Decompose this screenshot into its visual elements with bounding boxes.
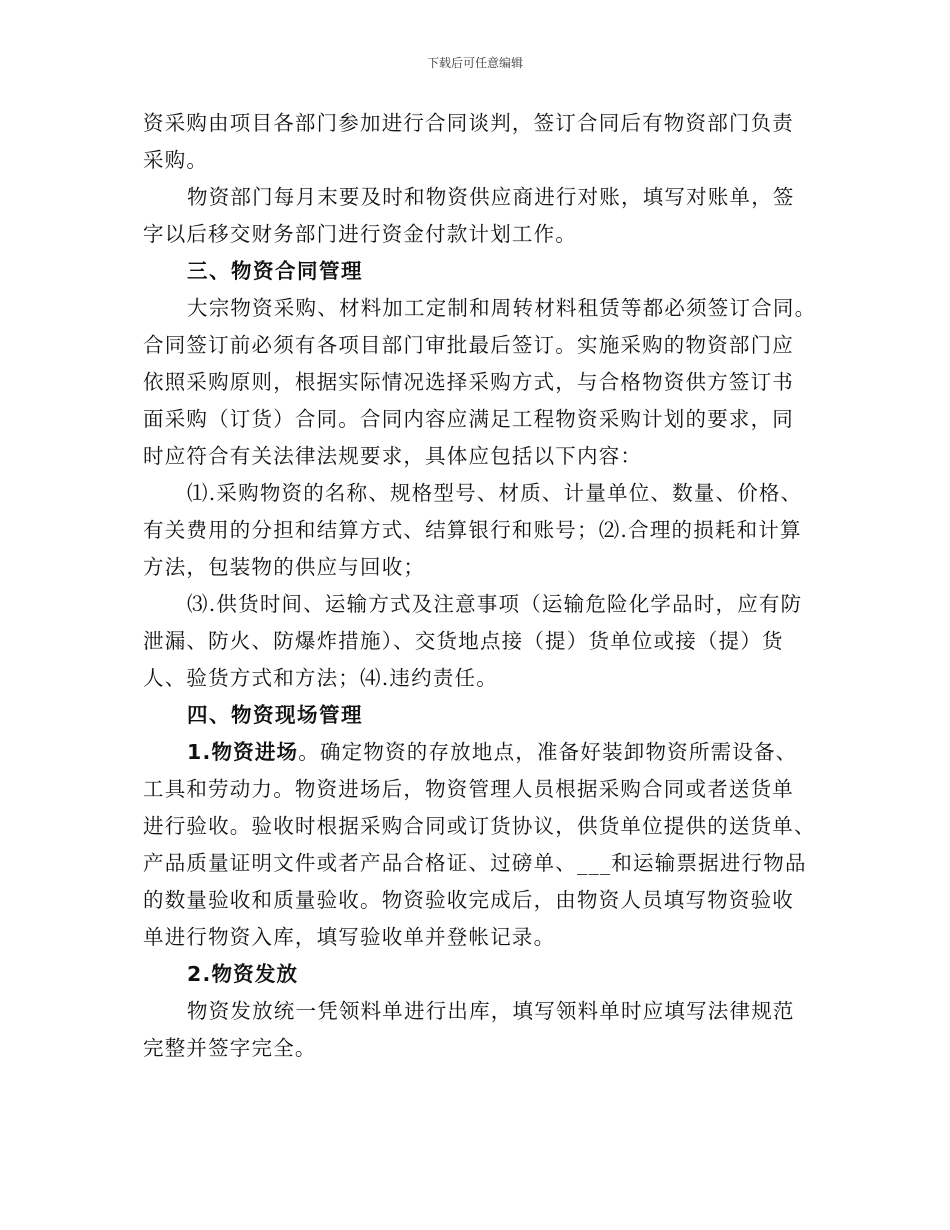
paragraph-line: ⑴.采购物资的名称、规格型号、材质、计量单位、数量、价格、: [187, 481, 803, 505]
paragraph-line: 产品质量证明文件或者产品合格证、过磅单、___和运输票据进行物品: [143, 851, 807, 875]
subheading-inline: 1.物资进场: [187, 740, 299, 764]
paragraph-line: 大宗物资采购、材料加工定制和周转材料租赁等都必须签订合同。: [187, 296, 817, 320]
paragraph-line: 物资部门每月末要及时和物资供应商进行对账，填写对账单，签: [187, 185, 795, 209]
paragraph-line: 人、验货方式和方法；⑷.违约责任。: [143, 666, 498, 690]
paragraph-line: 面采购（订货）合同。合同内容应满足工程物资采购计划的要求，同: [143, 407, 794, 431]
paragraph-line: 采购。: [143, 148, 209, 172]
paragraph-line: 工具和劳动力。物资进场后，物资管理人员根据采购合同或者送货单: [143, 777, 794, 801]
paragraph-line: 依照采购原则，根据实际情况选择采购方式，与合格物资供方签订书: [143, 370, 794, 394]
paragraph-line: 时应符合有关法律法规要求，具体应包括以下内容：: [143, 444, 643, 468]
paragraph-line: 字以后移交财务部门进行资金付款计划工作。: [143, 222, 577, 246]
paragraph-line: 物资发放统一凭领料单进行出库，填写领料单时应填写法律规范: [187, 999, 795, 1023]
paragraph-line: 合同签订前必须有各项目部门审批最后签订。实施采购的物资部门应: [143, 333, 794, 357]
paragraph-line: 方法，包装物的供应与回收；: [143, 555, 426, 579]
paragraph-text: 。确定物资的存放地点，准备好装卸物资所需设备、: [298, 740, 798, 764]
paragraph-line: 进行验收。验收时根据采购合同或订货协议，供货单位提供的送货单、: [143, 814, 816, 838]
paragraph-line: 泄漏、防火、防爆炸措施）、交货地点接（提）货单位或接（提）货: [143, 629, 784, 653]
subheading: 2.物资发放: [187, 962, 299, 986]
paragraph-line: 的数量验收和质量验收。物资验收完成后，由物资人员填写物资验收: [143, 888, 794, 912]
paragraph-line: ⑶.供货时间、运输方式及注意事项（运输危险化学品时，应有防: [187, 592, 803, 616]
paragraph-line: 单进行物资入库，填写验收单并登帐记录。: [143, 925, 556, 949]
paragraph-line: 完整并签字完全。: [143, 1036, 317, 1060]
section-heading: 三、物资合同管理: [187, 259, 363, 283]
paragraph-line: 有关费用的分担和结算方式、结算银行和账号；⑵.合理的损耗和计算: [143, 518, 802, 542]
section-heading: 四、物资现场管理: [187, 703, 363, 727]
page-header: 下载后可任意编辑: [426, 56, 523, 70]
paragraph-line: [143, 734, 823, 771]
document-body: [143, 105, 823, 1067]
paragraph-line: 资采购由项目各部门参加进行合同谈判，签订合同后有物资部门负责: [143, 111, 794, 135]
